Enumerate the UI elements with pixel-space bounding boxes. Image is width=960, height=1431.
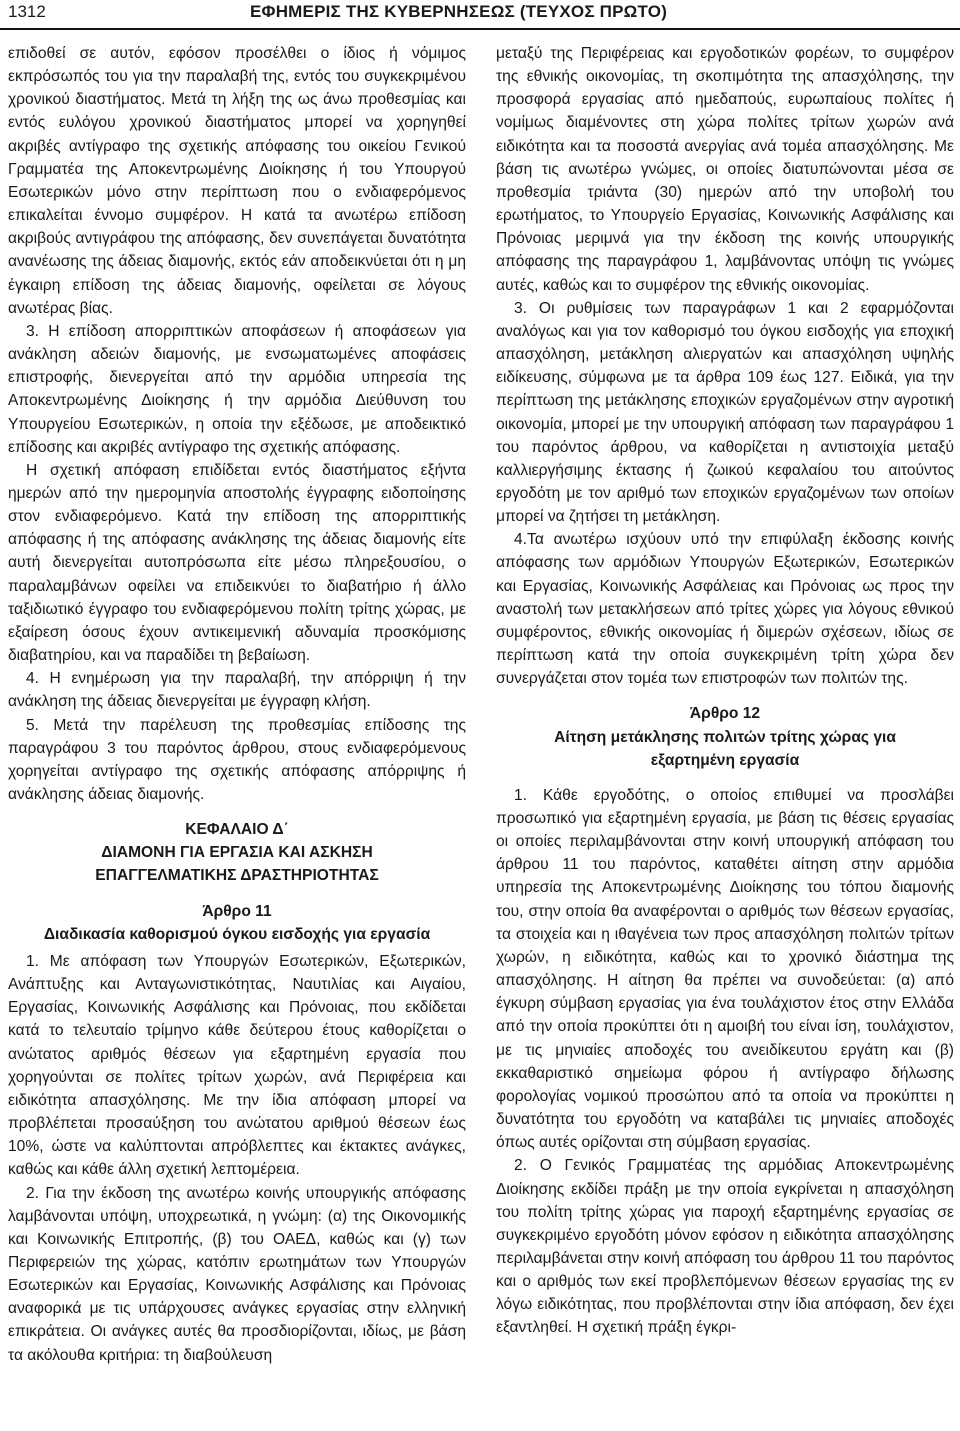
chapter-title: ΔΙΑΜΟΝΗ ΓΙΑ ΕΡΓΑΣΙΑ ΚΑΙ ΑΣΚΗΣΗ — [101, 844, 373, 862]
left-column — [8, 42, 466, 1367]
article-title: Άρθρο 11 — [202, 902, 272, 920]
paragraph: 4. Η ενημέρωση για την παραλαβή, την απόρριψη ή την ανάκληση της άδειας διενεργείται με έγγραφη κλήση. — [8, 670, 466, 711]
article-subtitle: Αίτηση μετάκλησης πολιτών τρίτης χώρας για — [554, 728, 896, 746]
article-subtitle: Διαδικασία καθορισμού όγκου εισδοχής για εργασία — [43, 925, 431, 943]
paragraph: 3. Οι ρυθμίσεις των παραγράφων 1 και 2 εφαρμόζονται αναλόγως και για τον καθορισμό του όγκου εισδοχής για εποχική απασχόληση, μετάκληση αλιεργατών και απασχόληση υψηλής ειδίκευσης, σύμφωνα με τα άρθρα 109 έως 127. Ειδικά, για την περίπτωση της μετάκλησης εποχικών εργαζομένων στην αγροτική οικονομία, μπορεί με την υπουργική απόφαση των παραγράφου 1 του παρόντος άρθρου, να καθορίζεται η αντιστοιχία μεταξύ καλλιεργήσιμης έκτασης ή ζωικού κεφαλαίου του αιτούντος εργοδότη με τον αριθμό των εποχικών εργαζομένων των οποίων μπορεί να ζητήσει τη μετάκληση. — [496, 299, 954, 526]
paragraph: επιδοθεί σε αυτόν, εφόσον προσέλθει ο ίδιος ή νόμιμος εκπρόσωπός του για την παραλαβή της, εντός του συγκεκριμένου χρονικού διαστήματος. Μετά τη λήξη της ως άνω προθεσμίας και εντός ευλόγου χρονικού διαστήματος μπορεί να χορηγηθεί ακριβές αντίγραφο της σχετικής απόφασης του οικείου Γενικού Γραμματέα της Αποκεντρωμένης Διοίκησης ή του Υπουργού Εσωτερικών μόνο στην περίπτωση που ο ενδιαφερόμενος επικαλείται έννομο συμφέρον. Η κατά τα ανωτέρω επίδοση ακριβούς αντιγράφου της απόφασης, δεν συνεπάγεται δυνατότητα ανανέωσης της άδειας διαμονής, εκτός εάν αποδεικνύεται ότι η μη έγκαιρη επίδοση της άδειας διαμονής, οφείλεται σε λόγους ανωτέρας βίας. — [8, 45, 466, 317]
right-column — [496, 42, 954, 1340]
journal-title: ΕΦΗΜΕΡΙΣ ΤΗΣ ΚΥΒΕΡΝΗΣΕΩΣ (ΤΕΥΧΟΣ ΠΡΩΤΟ) — [250, 2, 668, 21]
page-header — [0, 0, 960, 30]
chapter-title: ΕΠΑΓΓΕΛΜΑΤΙΚΗΣ ΔΡΑΣΤΗΡΙΟΤΗΤΑΣ — [95, 867, 379, 885]
paragraph: 2. Για την έκδοση της ανωτέρω κοινής υπουργικής απόφασης λαμβάνονται υπόψη, υποχρεωτικά, η γνώμη: (α) της Οικονομικής και Κοινωνικής Επιτροπής, (β) του ΟΑΕΔ, καθώς και (γ) των Περιφερειών της χώρας, κατόπιν ερωτημάτων των Υπουργών Εσωτερικών και Εργασίας, Κοινωνικής Ασφάλισης και Πρόνοιας αναφορικά με τις υπάρχουσες ανάγκες εργασίας στην ελληνική επικράτεια. Οι ανάγκες αυτές θα προσδιορίζονται, ιδίως, με βάση τα ακόλουθα κριτήρια: τη διαβούλευση — [8, 1184, 466, 1364]
paragraph: μεταξύ της Περιφέρειας και εργοδοτικών φορέων, το συμφέρον της εθνικής οικονομίας, τη σκοπιμότητα της απασχόλησης, την προσφορά εργασίας από ημεδαπούς, ευρωπαίους πολίτες ή νομίμως διαμένοντες στη χώρα πολίτες τρίτων χωρών ανά ειδικότητα και τα ποσοστά ανεργίας ανά τομέα απασχόλησης. Με βάση τις ανωτέρω γνώμες, οι οποίες διατυπώνονται μέσα σε προθεσμία τριάντα (30) ημερών από την υποβολή του ερωτήματος, το Υπουργείο Εργασίας, Κοινωνικής Ασφάλισης και Πρόνοιας μεριμνά για την έκδοση της κοινής υπουργικής απόφασης της παραγράφου 1, λαμβάνοντας υπόψη τις γνώμες αυτές, καθώς και το συμφέρον της εθνικής οικονομίας. — [496, 45, 954, 294]
page-number: 1312 — [8, 2, 46, 21]
paragraph: 1. Με απόφαση των Υπουργών Εσωτερικών, Εξωτερικών, Ανάπτυξης και Ανταγωνιστικότητας, Ναυτιλίας και Αιγαίου, Εργασίας, Κοινωνικής Ασφάλισης και Πρόνοιας, που εκδίδεται κατά το τελευταίο τρίμηνο κάθε δεύτερου έτους καθορίζεται ο ανώτατος αριθμός θέσεων για εξαρτημένη εργασία που χορηγούνται σε πολίτες τρίτων χωρών, ανά Περιφέρεια και ειδικότητα απασχόλησης. Με την ίδια απόφαση μπορεί να προβλέπεται προσαύξηση του ανώτατου αριθμού θέσεων έως 10%, ώστε να καλύπτονται απρόβλεπτες και έκτακτες ανάγκες, καθώς και κάθε άλλη σχετική λεπτομέρεια. — [8, 952, 466, 1179]
chapter-number: ΚΕΦΑΛΑΙΟ Δ΄ — [185, 821, 289, 839]
article-title: Άρθρο 12 — [689, 705, 761, 723]
article-subtitle: εξαρτημένη εργασία — [650, 751, 800, 769]
paragraph: 3. Η επίδοση απορριπτικών αποφάσεων ή αποφάσεων για ανάκληση αδειών διαμονής, με ενσωματωμένες αποφάσεις επιστροφής, διενεργείται από την αρμόδια υπηρεσία της Αποκεντρωμένης Διοίκησης ή την αρμόδια Διεύθυνση του Υπουργείου Εσωτερικών, η οποία την εξέδωσε, με αποδεικτικό επίδοσης και ακριβές αντίγραφο της σχετικής απόφασης. — [8, 322, 466, 456]
paragraph: 2. Ο Γενικός Γραμματέας της αρμόδιας Αποκεντρωμένης Διοίκησης εκδίδει πράξη με την οποία εγκρίνεται η απασχόληση του πολίτη τρίτης χώρας για παροχή εξαρτημένης εργασίας σε συγκεκριμένο εργοδότη μόνον εφόσον η ειδικότητα απασχόλησης περιλαμβάνεται στην κοινή απόφαση του άρθρου 11 του παρόντος και ο αριθμός των εκεί προβλεπόμενων θέσεων εργασίας της εν λόγω ειδικότητας, που προβλέπονται στην ίδια απόφαση, δεν έχει εξαντληθεί. Η σχετική πράξη έγκρι- — [496, 1157, 954, 1337]
paragraph: 4.Τα ανωτέρω ισχύουν υπό την επιφύλαξη έκδοσης κοινής απόφασης των αρμόδιων Υπουργών Εξωτερικών, Εσωτερικών και Εργασίας, Κοινωνικής Ασφάλειας και Πρόνοιας ως προς την αναστολή των μετακλήσεων από τρίτες χώρες για λόγους εθνικού συμφέροντος, εθνικής οικονομίας ή διμερών σχέσεων, ιδίως σε περίπτωση κατά την οποία συγκεκριμένη τρίτη χώρα δεν συνεργάζεται στον τομέα των επιστροφών των πολιτών της. — [496, 531, 954, 688]
paragraph: 1. Κάθε εργοδότης, ο οποίος επιθυμεί να προσλάβει προσωπικό για εξαρτημένη εργασία, με βάση τις θέσεις εργασίας οι οποίες περιλαμβάνονται στην κοινή υπουργική απόφαση του άρθρου 11 του παρόντος, καταθέτει αίτηση στην αρμόδια υπηρεσία της Αποκεντρωμένης Διοίκησης του τόπου διαμονής του, στην οποία θα αναφέρονται ο αριθμός των θέσεων εργασίας, τα στοιχεία και η ιθαγένεια των προς απασχόληση πολιτών τρίτων χωρών, η ειδικότητα, καθώς και το χρονικό διάστημα της απασχόλησης. Η αίτηση θα πρέπει να συνοδεύεται: (α) από έγκυρη σύμβαση εργασίας για ένα τουλάχιστον έτος στην Ελλάδα από την οποία προκύπτει ότι η αμοιβή του είναι ίση, τουλάχιστον, με τις μηνιαίες αποδοχές του ανειδίκευτου εργάτη και (β) εκκαθαριστικό σημείωμα φόρου ή αντίγραφο δήλωσης φορολογίας νομικού προσώπου από τα οποία να προκύπτει η δυνατότητα του εργοδότη να καταβάλει τις μηνιαίες αποδοχές όπως αυτές ορίζονται στη σύμβαση εργασίας. — [496, 786, 954, 1152]
header-rule — [0, 28, 960, 30]
paragraph: 5. Μετά την παρέλευση της προθεσμίας επίδοσης της παραγράφου 3 του παρόντος άρθρου, στους ενδιαφερόμενους χορηγείται αντίγραφο της σχετικής απόφασης απόρριψης ή ανάκλησης άδειας διαμονής. — [8, 716, 466, 803]
paragraph: Η σχετική απόφαση επιδίδεται εντός διαστήματος εξήντα ημερών από την ημερομηνία αποστολής έγγραφης ειδοποίησης στον ενδιαφερόμενο. Κατά την επίδοση της απορριπτικής απόφασης ή της απόφασης ανάκλησης της άδειας διαμονής είτε αυτή διενεργείται αυτοπρόσωπα είτε μέσω πληρεξουσίου, ο παραλαμβάνων οφείλει να επιδεικνύει το διαβατήριο ή άλλο ταξιδιωτικό έγγραφο του ενδιαφερόμενου πολίτη τρίτης χώρας, με εξαίρεση όσους έχουν αντικειμενική αδυναμία προσκόμισης διαβατηρίου, και να παραδίδει τη βεβαίωση. — [8, 461, 466, 665]
